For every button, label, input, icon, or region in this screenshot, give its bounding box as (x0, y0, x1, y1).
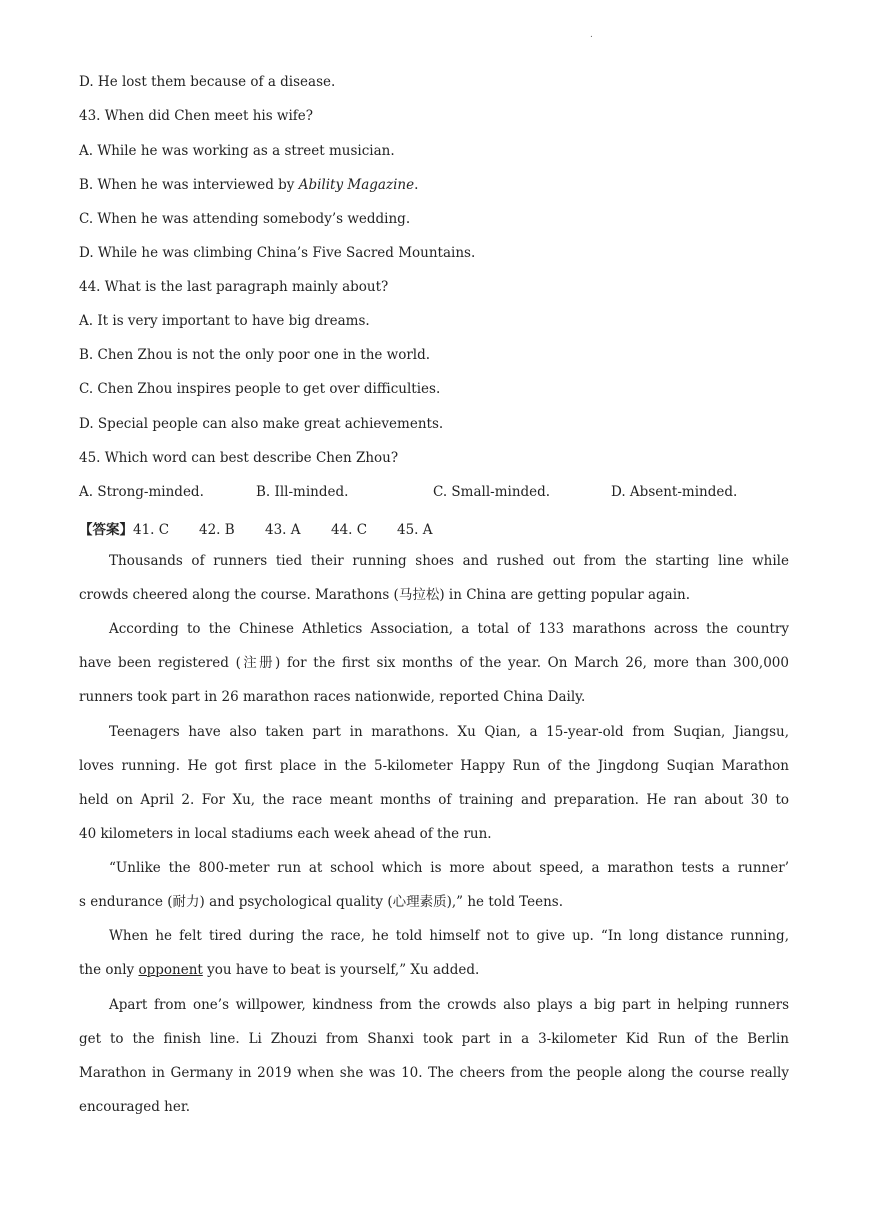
q44-option-d: D. Special people can also make great achievements. (79, 416, 444, 432)
q45-options (79, 484, 737, 500)
passage-line: loves running. He got first place in the 5-kilometer Happy Run of the Jingdong Suqian Marathon (79, 758, 789, 774)
q43-option-b (79, 177, 418, 193)
passage-line: runners took part in 26 marathon races nationwide, reported China Daily. (79, 689, 586, 705)
q45-option-a: A. Strong-minded. (79, 484, 204, 500)
passage-line (79, 953, 789, 987)
q45-stem: 45. Which word can best describe Chen Zhou? (79, 450, 399, 466)
q43-option-a: A. While he was working as a street musician. (79, 143, 395, 159)
answer-item: 41. C (133, 522, 170, 538)
answer-item: 42. B (199, 522, 235, 538)
q44-stem: 44. What is the last paragraph mainly about? (79, 279, 389, 295)
answer-item: 45. A (397, 522, 433, 538)
q44-option-b: B. Chen Zhou is not the only poor one in the world. (79, 347, 431, 363)
q44-option-c: C. Chen Zhou inspires people to get over difficulties. (79, 381, 441, 397)
passage-paragraph-3 (79, 715, 789, 851)
passage-paragraph-6 (79, 988, 789, 1124)
passage-line: have been registered (注册) for the first six months of the year. On March 26, more than 300,000 (79, 655, 789, 671)
passage-text: the only (79, 962, 139, 978)
header-dot: . (590, 30, 593, 40)
passage-paragraph-5 (79, 919, 789, 987)
passage-line: crowds cheered along the course. Marathons (马拉松) in China are getting popular again. (79, 587, 691, 603)
q43-option-b-prefix: B. When he was interviewed by (79, 177, 299, 193)
underlined-word-opponent: opponent (138, 962, 203, 978)
q45-option-b: B. Ill-minded. (256, 484, 349, 500)
passage-paragraph-4 (79, 851, 789, 919)
passage-line: According to the Chinese Athletics Association, a total of 133 marathons across the country (109, 621, 789, 637)
passage-paragraph-2 (79, 612, 789, 714)
passage-line: Teenagers have also taken part in marathons. Xu Qian, a 15-year-old from Suqian, Jiangsu, (109, 724, 789, 740)
passage-line: Apart from one’s willpower, kindness from the crowds also plays a big part in helping runners (109, 997, 789, 1013)
q43-option-c: C. When he was attending somebody’s wedding. (79, 211, 411, 227)
passage-line: 40 kilometers in local stadiums each week ahead of the run. (79, 826, 492, 842)
q43-option-b-suffix: . (414, 177, 419, 193)
answer-item: 43. A (265, 522, 301, 538)
answer-key (79, 518, 433, 538)
q45-option-d: D. Absent-minded. (611, 484, 738, 500)
q43-option-b-magazine: Ability Magazine (298, 177, 415, 193)
q43-stem: 43. When did Chen meet his wife? (79, 108, 314, 124)
q43-option-d: D. While he was climbing China’s Five Sacred Mountains. (79, 245, 476, 261)
passage-text: you have to beat is yourself,” Xu added. (202, 962, 480, 978)
answer-item: 44. C (331, 522, 368, 538)
q44-option-a: A. It is very important to have big dreams. (79, 313, 370, 329)
passage-line: s endurance (耐力) and psychological quality (心理素质),” he told Teens. (79, 894, 563, 910)
passage-line: encouraged her. (79, 1099, 191, 1115)
answer-label: 【答案】 (79, 522, 133, 538)
passage-line: When he felt tired during the race, he told himself not to give up. “In long distance running, (109, 928, 789, 944)
q45-option-c: C. Small-minded. (433, 484, 551, 500)
passage-line: Marathon in Germany in 2019 when she was 10. The cheers from the people along the course really (79, 1065, 789, 1081)
passage-line: Thousands of runners tied their running shoes and rushed out from the starting line while (109, 553, 789, 569)
q42-option-d: D. He lost them because of a disease. (79, 74, 336, 90)
passage-line: get to the finish line. Li Zhouzi from Shanxi took part in a 3-kilometer Kid Run of the Berlin (79, 1031, 789, 1047)
passage-line: “Unlike the 800-meter run at school which is more about speed, a marathon tests a runner’ (109, 860, 789, 876)
passage-paragraph-1 (79, 544, 789, 612)
passage-line: held on April 2. For Xu, the race meant months of training and preparation. He ran about 30 to (79, 792, 789, 808)
